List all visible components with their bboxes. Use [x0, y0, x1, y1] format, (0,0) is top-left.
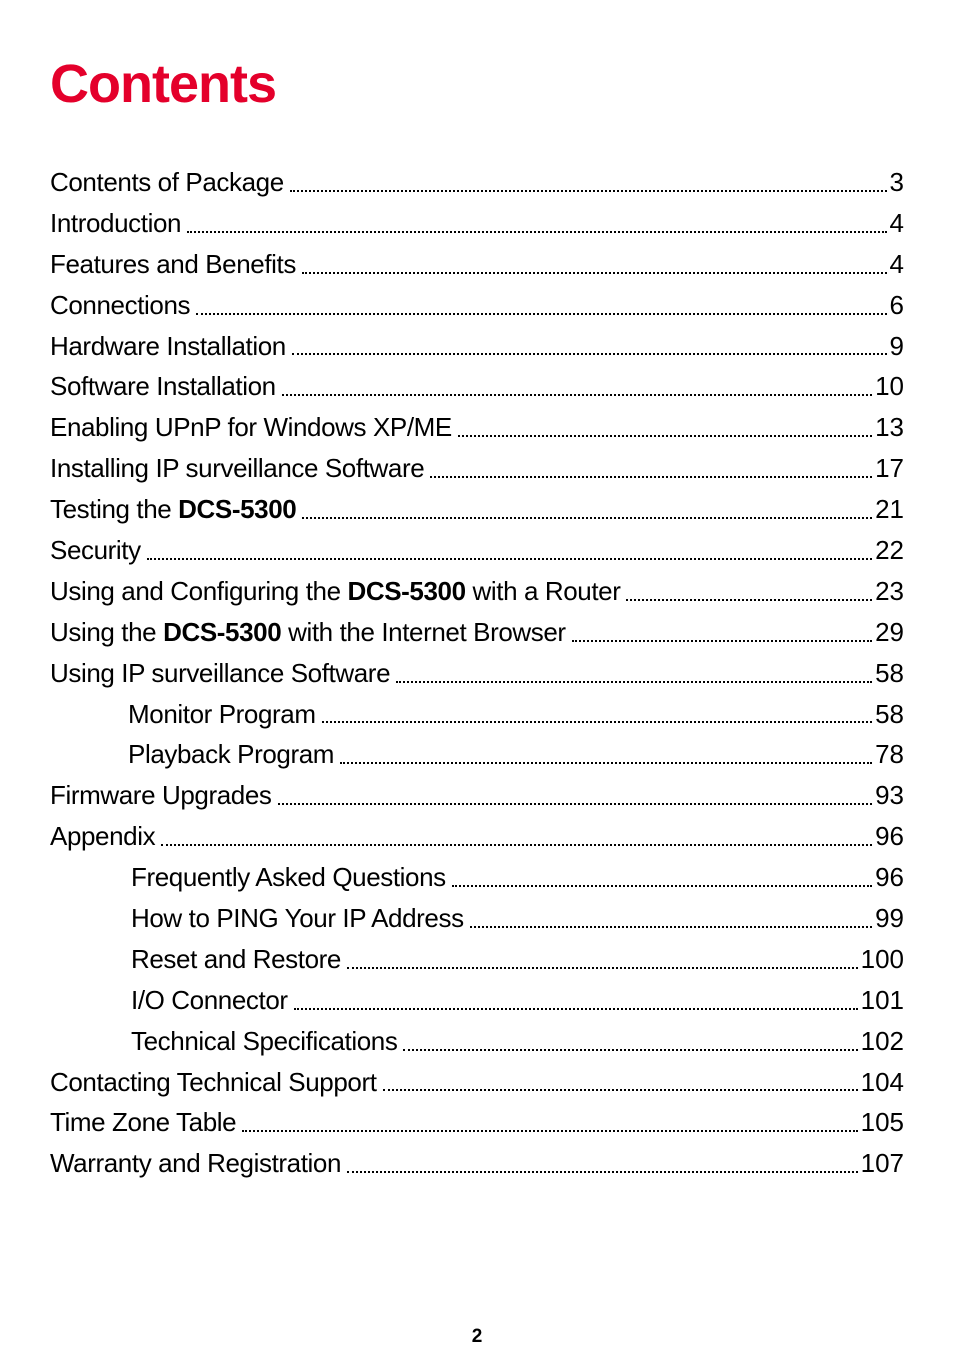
toc-entry-label [50, 244, 296, 285]
toc-entry-label [131, 1021, 397, 1062]
toc-entry-label [50, 571, 620, 612]
toc-entry-label [131, 980, 288, 1021]
toc-entry-page: 13 [875, 412, 904, 443]
dot-leader [294, 1007, 858, 1010]
dot-leader [383, 1088, 858, 1091]
toc-entry-label [50, 407, 452, 448]
toc-entry-label-part: How to PING Your IP Address [131, 903, 464, 934]
toc-entry-page: 10 [875, 371, 904, 402]
dot-leader [302, 516, 872, 519]
toc-entry[interactable] [50, 775, 904, 816]
dot-leader [322, 720, 872, 723]
toc-entry-label [50, 285, 190, 326]
toc-entry-page: 4 [889, 207, 904, 238]
toc-entry-page: 100 [860, 943, 904, 974]
toc-entry-label-part: I/O Connector [131, 984, 288, 1015]
toc-entry-label-part: Reset and Restore [131, 943, 341, 974]
toc-entry-label [131, 857, 446, 898]
toc-entry-label [50, 366, 276, 407]
toc-entry[interactable] [50, 1062, 904, 1103]
toc-entry[interactable] [50, 694, 904, 735]
toc-entry[interactable] [50, 366, 904, 407]
toc-entry[interactable] [50, 857, 904, 898]
toc-entry-page: 58 [875, 657, 904, 688]
toc-entry[interactable] [50, 653, 904, 694]
toc-entry-label [128, 734, 334, 775]
dot-leader [347, 966, 858, 969]
toc-entry-label-part: Time Zone Table [50, 1107, 237, 1138]
toc-entry-label-part: Security [50, 535, 141, 566]
dot-leader [278, 802, 873, 805]
toc-entry[interactable] [50, 571, 904, 612]
toc-entry-label-part: Using the [50, 616, 164, 647]
toc-entry-label [50, 530, 141, 571]
toc-entry[interactable] [50, 1021, 904, 1062]
toc-entry[interactable] [50, 407, 904, 448]
toc-entry-label [50, 1062, 377, 1103]
dot-leader [161, 843, 872, 846]
toc-entry-label-part: Warranty and Registration [50, 1148, 342, 1179]
toc-entry-page: 22 [875, 535, 904, 566]
toc-entry[interactable] [50, 489, 904, 530]
toc-entry[interactable] [50, 939, 904, 980]
toc-entry-page: 23 [875, 575, 904, 606]
dot-leader [187, 230, 886, 233]
toc-entry-label-part: Playback Program [128, 739, 335, 770]
toc-entry-label-part: Technical Specifications [131, 1025, 398, 1056]
toc-entry-label [50, 816, 155, 857]
dot-leader [292, 352, 887, 355]
toc-entry-page: 102 [860, 1025, 904, 1056]
toc-entry-page: 104 [860, 1066, 904, 1097]
dot-leader [282, 393, 872, 396]
dot-leader [396, 680, 872, 683]
dot-leader [340, 761, 872, 764]
toc-entry[interactable] [50, 448, 904, 489]
toc-entry-label [128, 694, 316, 735]
toc-entry[interactable] [50, 898, 904, 939]
toc-entry-label-part: Testing the [50, 494, 179, 525]
toc-entry-label [50, 1102, 236, 1143]
toc-entry[interactable] [50, 734, 904, 775]
toc-entry-label [131, 939, 341, 980]
dot-leader [147, 557, 872, 560]
toc-entry-label-part: Using IP surveillance Software [50, 657, 391, 688]
toc-entry-page: 29 [875, 616, 904, 647]
dot-leader [572, 639, 872, 642]
dot-leader [452, 884, 872, 887]
toc-entry-label-part: Installing IP surveillance Software [50, 453, 425, 484]
toc-entry-label-bold: DCS-5300 [163, 616, 282, 647]
toc-entry[interactable] [50, 1102, 904, 1143]
toc-entry-label-part: Firmware Upgrades [50, 780, 272, 811]
toc-entry-page: 78 [875, 739, 904, 770]
toc-entry-label-part: with a Router [465, 575, 621, 606]
dot-leader [458, 434, 872, 437]
toc-entry[interactable] [50, 326, 904, 367]
toc-entry-label-part: Frequently Asked Questions [131, 862, 446, 893]
toc-entry-page: 3 [889, 167, 904, 197]
dot-leader [403, 1048, 857, 1051]
toc-entry-label-part: with the Internet Browser [281, 616, 566, 647]
toc-entry-label [50, 653, 390, 694]
toc-entry[interactable] [50, 162, 904, 203]
toc-entry-label [50, 203, 181, 244]
toc-entry-label [50, 448, 424, 489]
toc-entry-label [131, 898, 464, 939]
toc-entry-page: 96 [875, 821, 904, 852]
toc-entry-label [50, 775, 272, 816]
toc-entry-label-part: Connections [50, 289, 191, 320]
toc-entry[interactable] [50, 244, 904, 285]
toc-entry[interactable] [50, 612, 904, 653]
dot-leader [290, 189, 887, 192]
toc-entry-page: 105 [860, 1107, 904, 1138]
toc-entry-label-part: Enabling UPnP for Windows XP/ME [50, 412, 452, 443]
dot-leader [347, 1170, 858, 1173]
toc-entry-label-part: Hardware Installation [50, 330, 286, 361]
toc-entry-label-part: Using and Configuring the [50, 575, 348, 606]
page-number: 2 [471, 1326, 483, 1347]
toc-entry-label-part: Features and Benefits [50, 248, 296, 279]
toc-entry-label-part: Appendix [50, 821, 156, 852]
toc-entry-page: 4 [889, 248, 904, 279]
toc-entry[interactable] [50, 203, 904, 244]
toc-entry-label [50, 162, 284, 203]
toc-entry-label-part: Introduction [50, 207, 182, 238]
toc-entry-label [50, 326, 286, 367]
toc-entry-page: 17 [875, 453, 904, 484]
dot-leader [196, 312, 886, 315]
toc-entry-label-part: Contents of Package [50, 167, 284, 197]
dot-leader [626, 598, 872, 601]
toc-entry-label-part: Contacting Technical Support [50, 1066, 377, 1097]
table-of-contents [50, 162, 904, 1184]
toc-entry-label [50, 489, 296, 530]
toc-entry[interactable] [50, 530, 904, 571]
dot-leader [302, 271, 887, 274]
toc-entry[interactable] [50, 1143, 904, 1184]
toc-entry-page: 9 [889, 330, 904, 361]
toc-entry-page: 58 [875, 698, 904, 729]
dot-leader [470, 925, 872, 928]
toc-entry-page: 107 [860, 1148, 904, 1179]
toc-entry-page: 93 [875, 780, 904, 811]
toc-entry-page: 99 [875, 903, 904, 934]
page-title: Contents [50, 54, 276, 114]
toc-entry-label [50, 612, 566, 653]
toc-entry[interactable] [50, 285, 904, 326]
toc-entry-label-part: Software Installation [50, 371, 276, 402]
toc-entry-label-part: Monitor Program [128, 698, 316, 729]
toc-entry[interactable] [50, 980, 904, 1021]
dot-leader [242, 1129, 857, 1132]
toc-entry[interactable] [50, 816, 904, 857]
dot-leader [430, 475, 872, 478]
toc-entry-page: 96 [875, 862, 904, 893]
toc-entry-label [50, 1143, 341, 1184]
toc-entry-label-bold: DCS-5300 [178, 494, 297, 525]
toc-entry-page: 6 [889, 289, 904, 320]
toc-entry-page: 21 [875, 494, 904, 525]
toc-entry-page: 101 [860, 984, 904, 1015]
toc-entry-label-bold: DCS-5300 [347, 575, 466, 606]
